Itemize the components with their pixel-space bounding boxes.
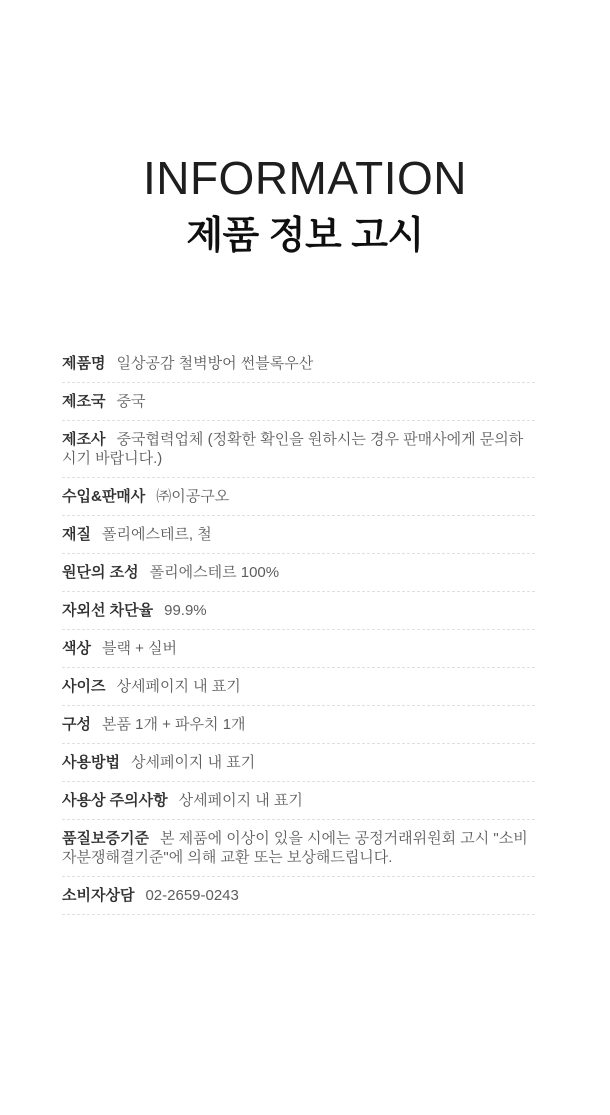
info-value: 99.9% — [164, 602, 207, 619]
info-value: 상세페이지 내 표기 — [178, 792, 303, 809]
info-row-material — [62, 516, 535, 554]
info-row-warranty-standard — [62, 820, 535, 877]
info-row-size — [62, 668, 535, 706]
info-row-uv-protection-rate — [62, 592, 535, 630]
info-row-country-of-origin — [62, 383, 535, 421]
info-row-package-contents — [62, 706, 535, 744]
info-value: 중국협력업체 (정확한 확인을 원하시는 경우 판매사에게 문의하시기 바랍니다.) — [62, 431, 524, 467]
info-value: ㈜이공구오 — [156, 488, 230, 505]
info-row-manufacturer — [62, 421, 535, 478]
info-row-customer-service — [62, 877, 535, 915]
info-row-precautions — [62, 782, 535, 820]
info-label: 수입&판매사 — [62, 488, 146, 505]
info-value: 본 제품에 이상이 있을 시에는 공정거래위원회 고시 "소비자분쟁해결기준"에 의해 교환 또는 보상해드립니다. — [62, 830, 528, 866]
info-row-color — [62, 630, 535, 668]
info-label: 사용방법 — [62, 754, 120, 771]
info-row-importer-seller — [62, 478, 535, 516]
info-label: 원단의 조성 — [62, 564, 139, 581]
page-subtitle: 제품 정보 고시 — [186, 215, 424, 257]
info-value: 중국 — [116, 393, 146, 410]
info-value: 본품 1개 + 파우치 1개 — [101, 716, 246, 733]
info-value: 블랙 + 실버 — [101, 640, 178, 657]
info-label: 제품명 — [62, 355, 106, 372]
product-info-list — [62, 345, 535, 915]
info-value: 폴리에스테르 100% — [149, 564, 280, 581]
page-title: INFORMATION — [142, 152, 468, 204]
info-label: 제조국 — [62, 393, 106, 410]
info-label: 사용상 주의사항 — [62, 792, 168, 809]
info-label: 사이즈 — [62, 678, 106, 695]
info-row-usage — [62, 744, 535, 782]
info-value: 일상공감 철벽방어 썬블록우산 — [116, 355, 314, 372]
info-row-product-name — [62, 345, 535, 383]
info-label: 품질보증기준 — [62, 830, 149, 847]
info-label: 색상 — [62, 640, 91, 657]
info-label: 구성 — [62, 716, 91, 733]
page-header — [0, 0, 610, 259]
info-value: 상세페이지 내 표기 — [130, 754, 256, 771]
info-value: 폴리에스테르, 철 — [101, 526, 212, 543]
info-row-fabric-composition — [62, 554, 535, 592]
info-label: 소비자상담 — [62, 887, 135, 904]
info-label: 재질 — [62, 526, 91, 543]
info-value: 02-2659-0243 — [145, 887, 239, 904]
info-label: 자외선 차단율 — [62, 602, 154, 619]
info-label: 제조사 — [62, 431, 106, 448]
info-value: 상세페이지 내 표기 — [116, 678, 241, 695]
